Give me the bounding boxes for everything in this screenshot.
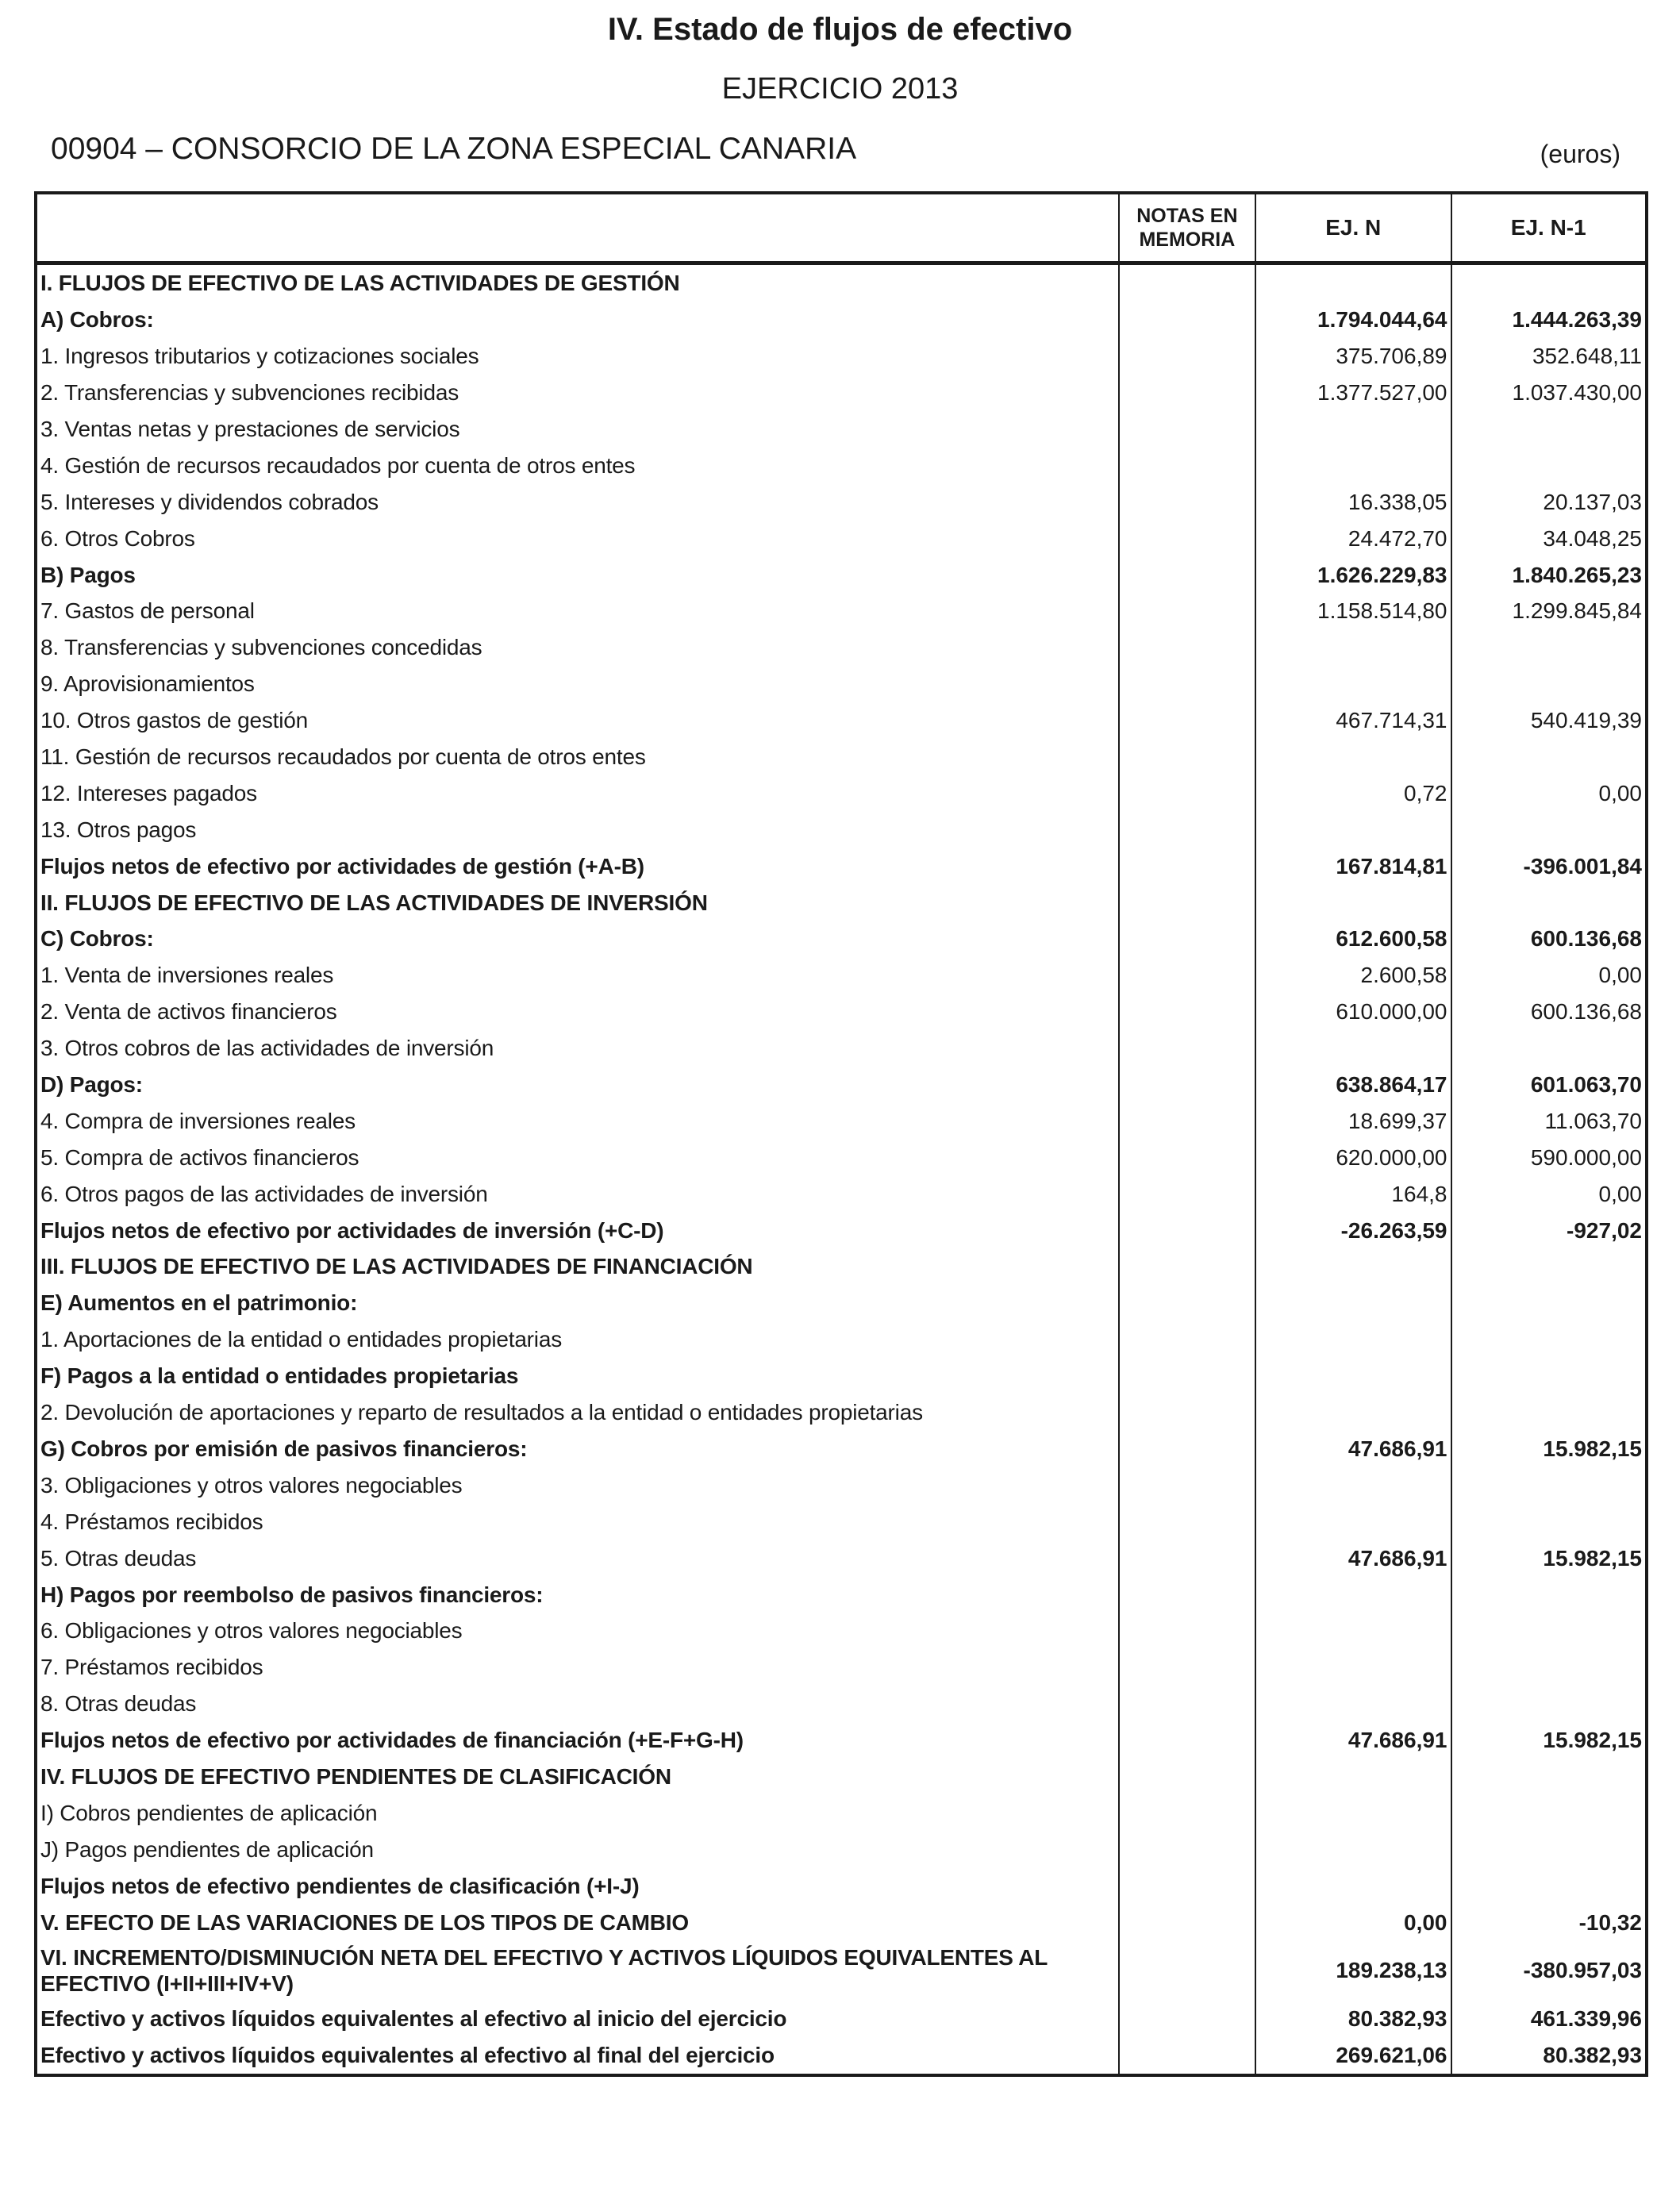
row-value-current	[1255, 263, 1451, 302]
row-notes	[1119, 1722, 1255, 1759]
table-row	[36, 1759, 1647, 1795]
row-notes	[1119, 1686, 1255, 1722]
row-notes	[1119, 1867, 1255, 1904]
row-notes	[1119, 1248, 1255, 1285]
row-value-previous: 11.063,70	[1451, 1102, 1647, 1139]
row-concept: F) Pagos a la entidad o entidades propietarias	[40, 1363, 519, 1389]
row-concept: Efectivo y activos líquidos equivalentes al efectivo al final del ejercicio	[40, 2043, 775, 2068]
row-value-current	[1255, 1867, 1451, 1904]
table-row	[36, 1794, 1647, 1831]
row-notes	[1119, 338, 1255, 375]
table-row	[36, 1248, 1647, 1285]
row-notes	[1119, 1576, 1255, 1613]
row-value-previous: 20.137,03	[1451, 483, 1647, 520]
row-concept: 1. Venta de inversiones reales	[40, 963, 334, 988]
row-value-previous	[1451, 1794, 1647, 1831]
table-row	[36, 1139, 1647, 1175]
row-value-current	[1255, 1759, 1451, 1795]
row-notes	[1119, 447, 1255, 483]
table-row	[36, 1940, 1647, 2001]
row-concept: IV. FLUJOS DE EFECTIVO PENDIENTES DE CLASIFICACIÓN	[40, 1763, 671, 1789]
row-notes	[1119, 848, 1255, 884]
row-concept: 12. Intereses pagados	[40, 780, 257, 806]
notes-header-line1: NOTAS EN	[1136, 205, 1238, 227]
row-notes	[1119, 1940, 1255, 2001]
row-value-previous	[1451, 1613, 1647, 1649]
row-concept: II. FLUJOS DE EFECTIVO DE LAS ACTIVIDADES DE INVERSIÓN	[40, 890, 708, 915]
table-row	[36, 1867, 1647, 1904]
row-concept: 5. Compra de activos financieros	[40, 1144, 359, 1170]
row-value-current: 612.600,58	[1255, 921, 1451, 957]
table-row	[36, 338, 1647, 375]
column-header-previous-year: EJ. N-1	[1451, 193, 1647, 263]
row-value-current	[1255, 1285, 1451, 1321]
row-value-current	[1255, 629, 1451, 666]
fiscal-year: EJERCICIO 2013	[721, 72, 959, 106]
row-value-previous: -380.957,03	[1451, 1940, 1647, 2001]
table-row	[36, 1285, 1647, 1321]
column-header-current-year: EJ. N	[1255, 193, 1451, 263]
row-value-current: -26.263,59	[1255, 1212, 1451, 1248]
row-value-previous	[1451, 1867, 1647, 1904]
row-value-current: 189.238,13	[1255, 1940, 1451, 2001]
row-value-current	[1255, 1248, 1451, 1285]
row-value-current: 0,72	[1255, 775, 1451, 811]
row-concept: 4. Préstamos recibidos	[40, 1509, 263, 1534]
row-notes	[1119, 1503, 1255, 1540]
currency-units: (euros)	[1540, 140, 1620, 168]
row-notes	[1119, 1030, 1255, 1067]
row-notes	[1119, 302, 1255, 338]
row-value-previous: 0,00	[1451, 775, 1647, 811]
row-notes	[1119, 483, 1255, 520]
row-value-current	[1255, 1831, 1451, 1867]
row-notes	[1119, 520, 1255, 556]
row-value-current	[1255, 1467, 1451, 1503]
row-value-current: 1.377.527,00	[1255, 375, 1451, 411]
row-value-current: 269.621,06	[1255, 2037, 1451, 2075]
row-value-current	[1255, 411, 1451, 448]
row-concept: III. FLUJOS DE EFECTIVO DE LAS ACTIVIDADES DE FINANCIACIÓN	[40, 1254, 753, 1279]
row-concept: 8. Otras deudas	[40, 1691, 197, 1717]
row-concept: C) Cobros:	[40, 926, 154, 952]
row-value-current	[1255, 666, 1451, 702]
row-value-previous: 15.982,15	[1451, 1431, 1647, 1467]
table-row	[36, 1540, 1647, 1576]
table-row	[36, 593, 1647, 629]
row-value-previous	[1451, 1030, 1647, 1067]
table-row	[36, 1467, 1647, 1503]
page-title: IV. Estado de flujos de efectivo	[607, 12, 1073, 47]
row-value-previous: 80.382,93	[1451, 2037, 1647, 2075]
row-notes	[1119, 1358, 1255, 1394]
row-value-previous: 600.136,68	[1451, 994, 1647, 1030]
row-concept: J) Pagos pendientes de aplicación	[40, 1836, 374, 1862]
row-notes	[1119, 2037, 1255, 2075]
row-notes	[1119, 411, 1255, 448]
row-value-current: 1.626.229,83	[1255, 556, 1451, 593]
row-concept: Efectivo y activos líquidos equivalentes al efectivo al inicio del ejercicio	[40, 2006, 787, 2032]
row-notes	[1119, 1212, 1255, 1248]
row-notes	[1119, 1794, 1255, 1831]
row-concept: 4. Compra de inversiones reales	[40, 1108, 356, 1133]
row-concept: 4. Gestión de recursos recaudados por cuenta de otros entes	[40, 452, 636, 478]
row-value-current: 610.000,00	[1255, 994, 1451, 1030]
table-row	[36, 1030, 1647, 1067]
row-notes	[1119, 2001, 1255, 2037]
row-value-previous	[1451, 1503, 1647, 1540]
row-value-previous	[1451, 1394, 1647, 1431]
table-row	[36, 263, 1647, 302]
row-value-previous	[1451, 1321, 1647, 1358]
notes-header-line2: MEMORIA	[1139, 229, 1236, 251]
row-concept: E) Aumentos en el patrimonio:	[40, 1290, 358, 1316]
row-concept: 6. Otros pagos de las actividades de inversión	[40, 1181, 488, 1206]
row-concept: 11. Gestión de recursos recaudados por cuenta de otros entes	[40, 744, 646, 770]
row-value-current	[1255, 1613, 1451, 1649]
table-row	[36, 556, 1647, 593]
row-value-current	[1255, 1649, 1451, 1686]
table-row	[36, 1649, 1647, 1686]
row-value-previous: 1.299.845,84	[1451, 593, 1647, 629]
row-concept: A) Cobros:	[40, 307, 154, 333]
row-concept: D) Pagos:	[40, 1072, 143, 1098]
row-value-previous: 461.339,96	[1451, 2001, 1647, 2037]
row-value-previous: 601.063,70	[1451, 1067, 1647, 1103]
row-concept: 3. Obligaciones y otros valores negociables	[40, 1472, 463, 1498]
row-value-current	[1255, 1794, 1451, 1831]
table-row	[36, 957, 1647, 994]
row-concept: G) Cobros por emisión de pasivos financieros:	[40, 1436, 528, 1461]
row-concept: Flujos netos de efectivo por actividades de gestión (+A-B)	[40, 853, 644, 879]
table-row	[36, 1394, 1647, 1431]
row-concept: 8. Transferencias y subvenciones concedidas	[40, 635, 482, 660]
table-row	[36, 1358, 1647, 1394]
row-concept: 3. Otros cobros de las actividades de inversión	[40, 1036, 494, 1061]
row-notes	[1119, 884, 1255, 921]
row-concept: VI. INCREMENTO/DISMINUCIÓN NETA DEL EFECTIVO Y ACTIVOS LÍQUIDOS EQUIVALENTES AL EFECTIVO (I+II+III+IV+V)	[40, 1944, 1048, 1996]
row-value-current: 1.158.514,80	[1255, 593, 1451, 629]
row-notes	[1119, 1649, 1255, 1686]
row-value-previous	[1451, 447, 1647, 483]
row-concept: 10. Otros gastos de gestión	[40, 708, 309, 733]
row-value-previous: 0,00	[1451, 1175, 1647, 1212]
row-concept: H) Pagos por reembolso de pasivos financieros:	[40, 1582, 544, 1607]
table-row	[36, 848, 1647, 884]
table-row	[36, 1503, 1647, 1540]
row-value-current: 24.472,70	[1255, 520, 1451, 556]
row-notes	[1119, 375, 1255, 411]
row-value-current: 167.814,81	[1255, 848, 1451, 884]
row-notes	[1119, 1285, 1255, 1321]
table-row	[36, 1175, 1647, 1212]
row-value-previous: 540.419,39	[1451, 702, 1647, 739]
row-notes	[1119, 1831, 1255, 1867]
table-row	[36, 520, 1647, 556]
row-value-current	[1255, 811, 1451, 848]
table-row	[36, 629, 1647, 666]
table-row	[36, 775, 1647, 811]
row-value-current	[1255, 447, 1451, 483]
row-value-previous	[1451, 1759, 1647, 1795]
table-row	[36, 302, 1647, 338]
table-row	[36, 994, 1647, 1030]
row-value-previous	[1451, 884, 1647, 921]
row-concept: B) Pagos	[40, 562, 136, 587]
row-value-current: 47.686,91	[1255, 1431, 1451, 1467]
table-body	[36, 263, 1647, 2075]
row-concept: 9. Aprovisionamientos	[40, 671, 255, 697]
row-notes	[1119, 263, 1255, 302]
row-value-current: 1.794.044,64	[1255, 302, 1451, 338]
table-header-row	[36, 193, 1647, 263]
row-value-current: 47.686,91	[1255, 1540, 1451, 1576]
row-value-previous	[1451, 263, 1647, 302]
table-row	[36, 884, 1647, 921]
row-value-previous: 34.048,25	[1451, 520, 1647, 556]
row-concept: 2. Devolución de aportaciones y reparto de resultados a la entidad o entidades propietarias	[40, 1400, 923, 1425]
row-notes	[1119, 629, 1255, 666]
column-header-concept	[36, 193, 1119, 263]
row-value-previous: 15.982,15	[1451, 1722, 1647, 1759]
row-notes	[1119, 957, 1255, 994]
row-notes	[1119, 593, 1255, 629]
row-concept: 3. Ventas netas y prestaciones de servicios	[40, 417, 460, 441]
row-value-previous: 15.982,15	[1451, 1540, 1647, 1576]
row-concept: 1. Ingresos tributarios y cotizaciones sociales	[40, 344, 479, 369]
row-notes	[1119, 1175, 1255, 1212]
row-notes	[1119, 1431, 1255, 1467]
row-notes	[1119, 994, 1255, 1030]
table-row	[36, 1576, 1647, 1613]
table-row	[36, 1831, 1647, 1867]
table-row	[36, 447, 1647, 483]
row-value-previous	[1451, 1248, 1647, 1285]
row-value-previous: -396.001,84	[1451, 848, 1647, 884]
row-value-previous: 1.840.265,23	[1451, 556, 1647, 593]
row-notes	[1119, 739, 1255, 775]
row-notes	[1119, 1321, 1255, 1358]
table-row	[36, 1613, 1647, 1649]
row-value-previous	[1451, 1686, 1647, 1722]
table-row	[36, 1102, 1647, 1139]
row-value-previous	[1451, 629, 1647, 666]
table-row	[36, 483, 1647, 520]
table-row	[36, 2001, 1647, 2037]
row-concept: 5. Intereses y dividendos cobrados	[40, 489, 379, 514]
row-notes	[1119, 1102, 1255, 1139]
row-value-current	[1255, 1576, 1451, 1613]
table-row	[36, 1722, 1647, 1759]
row-value-previous	[1451, 1285, 1647, 1321]
row-value-previous	[1451, 666, 1647, 702]
row-value-previous: 1.037.430,00	[1451, 375, 1647, 411]
row-concept: 13. Otros pagos	[40, 817, 197, 842]
row-notes	[1119, 1540, 1255, 1576]
row-concept: Flujos netos de efectivo por actividades de inversión (+C-D)	[40, 1217, 664, 1243]
row-value-previous: 352.648,11	[1451, 338, 1647, 375]
row-value-previous: -927,02	[1451, 1212, 1647, 1248]
table-row	[36, 1067, 1647, 1103]
table-row	[36, 1431, 1647, 1467]
table-row	[36, 811, 1647, 848]
row-value-current	[1255, 884, 1451, 921]
row-value-current: 80.382,93	[1255, 2001, 1451, 2037]
row-notes	[1119, 775, 1255, 811]
row-value-current: 620.000,00	[1255, 1139, 1451, 1175]
table-row	[36, 1212, 1647, 1248]
row-concept: 2. Transferencias y subvenciones recibidas	[40, 380, 459, 406]
table-row	[36, 921, 1647, 957]
row-concept: I) Cobros pendientes de aplicación	[40, 1800, 378, 1825]
table-row	[36, 1904, 1647, 1940]
row-value-current: 467.714,31	[1255, 702, 1451, 739]
table-row	[36, 2037, 1647, 2075]
table-row	[36, 1321, 1647, 1358]
row-notes	[1119, 702, 1255, 739]
row-value-current	[1255, 739, 1451, 775]
row-notes	[1119, 1067, 1255, 1103]
table-row	[36, 666, 1647, 702]
row-notes	[1119, 1613, 1255, 1649]
row-value-current	[1255, 1686, 1451, 1722]
row-concept: I. FLUJOS DE EFECTIVO DE LAS ACTIVIDADES DE GESTIÓN	[40, 271, 680, 296]
row-notes	[1119, 1759, 1255, 1795]
row-value-previous: -10,32	[1451, 1904, 1647, 1940]
row-value-previous	[1451, 1467, 1647, 1503]
row-value-current: 18.699,37	[1255, 1102, 1451, 1139]
row-concept: 6. Obligaciones y otros valores negociables	[40, 1618, 463, 1644]
row-notes	[1119, 921, 1255, 957]
row-value-current: 375.706,89	[1255, 338, 1451, 375]
row-value-current	[1255, 1394, 1451, 1431]
row-value-current: 0,00	[1255, 1904, 1451, 1940]
row-notes	[1119, 1394, 1255, 1431]
row-concept: 7. Gastos de personal	[40, 598, 255, 624]
row-concept: 6. Otros Cobros	[40, 525, 195, 551]
cash-flow-table	[34, 191, 1648, 2077]
row-concept: V. EFECTO DE LAS VARIACIONES DE LOS TIPOS DE CAMBIO	[40, 1909, 689, 1935]
row-value-current	[1255, 1321, 1451, 1358]
row-notes	[1119, 1904, 1255, 1940]
table-row	[36, 411, 1647, 448]
entity-name: 00904 – CONSORCIO DE LA ZONA ESPECIAL CANARIA	[51, 132, 857, 166]
row-notes	[1119, 556, 1255, 593]
row-value-previous	[1451, 411, 1647, 448]
row-value-previous	[1451, 1358, 1647, 1394]
row-value-current: 164,8	[1255, 1175, 1451, 1212]
row-value-current	[1255, 1030, 1451, 1067]
row-value-current: 2.600,58	[1255, 957, 1451, 994]
row-concept: 5. Otras deudas	[40, 1545, 197, 1571]
row-concept: 2. Venta de activos financieros	[40, 999, 337, 1025]
row-value-previous	[1451, 1649, 1647, 1686]
row-value-previous: 1.444.263,39	[1451, 302, 1647, 338]
table-row	[36, 1686, 1647, 1722]
row-value-previous	[1451, 1576, 1647, 1613]
row-value-current: 47.686,91	[1255, 1722, 1451, 1759]
row-notes	[1119, 1139, 1255, 1175]
row-concept: 1. Aportaciones de la entidad o entidades propietarias	[40, 1327, 563, 1352]
row-notes	[1119, 811, 1255, 848]
table-row	[36, 702, 1647, 739]
row-value-current: 638.864,17	[1255, 1067, 1451, 1103]
row-value-current	[1255, 1358, 1451, 1394]
row-value-previous	[1451, 1831, 1647, 1867]
row-value-previous: 0,00	[1451, 957, 1647, 994]
row-concept: Flujos netos de efectivo por actividades de financiación (+E-F+G-H)	[40, 1728, 744, 1753]
row-concept: Flujos netos de efectivo pendientes de clasificación (+I-J)	[40, 1873, 640, 1898]
row-value-previous: 590.000,00	[1451, 1139, 1647, 1175]
row-value-previous: 600.136,68	[1451, 921, 1647, 957]
table-row	[36, 375, 1647, 411]
row-concept: 7. Préstamos recibidos	[40, 1655, 263, 1680]
row-value-previous	[1451, 739, 1647, 775]
row-value-current: 16.338,05	[1255, 483, 1451, 520]
row-notes	[1119, 666, 1255, 702]
row-value-current	[1255, 1503, 1451, 1540]
column-header-notes	[1119, 193, 1255, 263]
row-notes	[1119, 1467, 1255, 1503]
row-value-previous	[1451, 811, 1647, 848]
table-row	[36, 739, 1647, 775]
